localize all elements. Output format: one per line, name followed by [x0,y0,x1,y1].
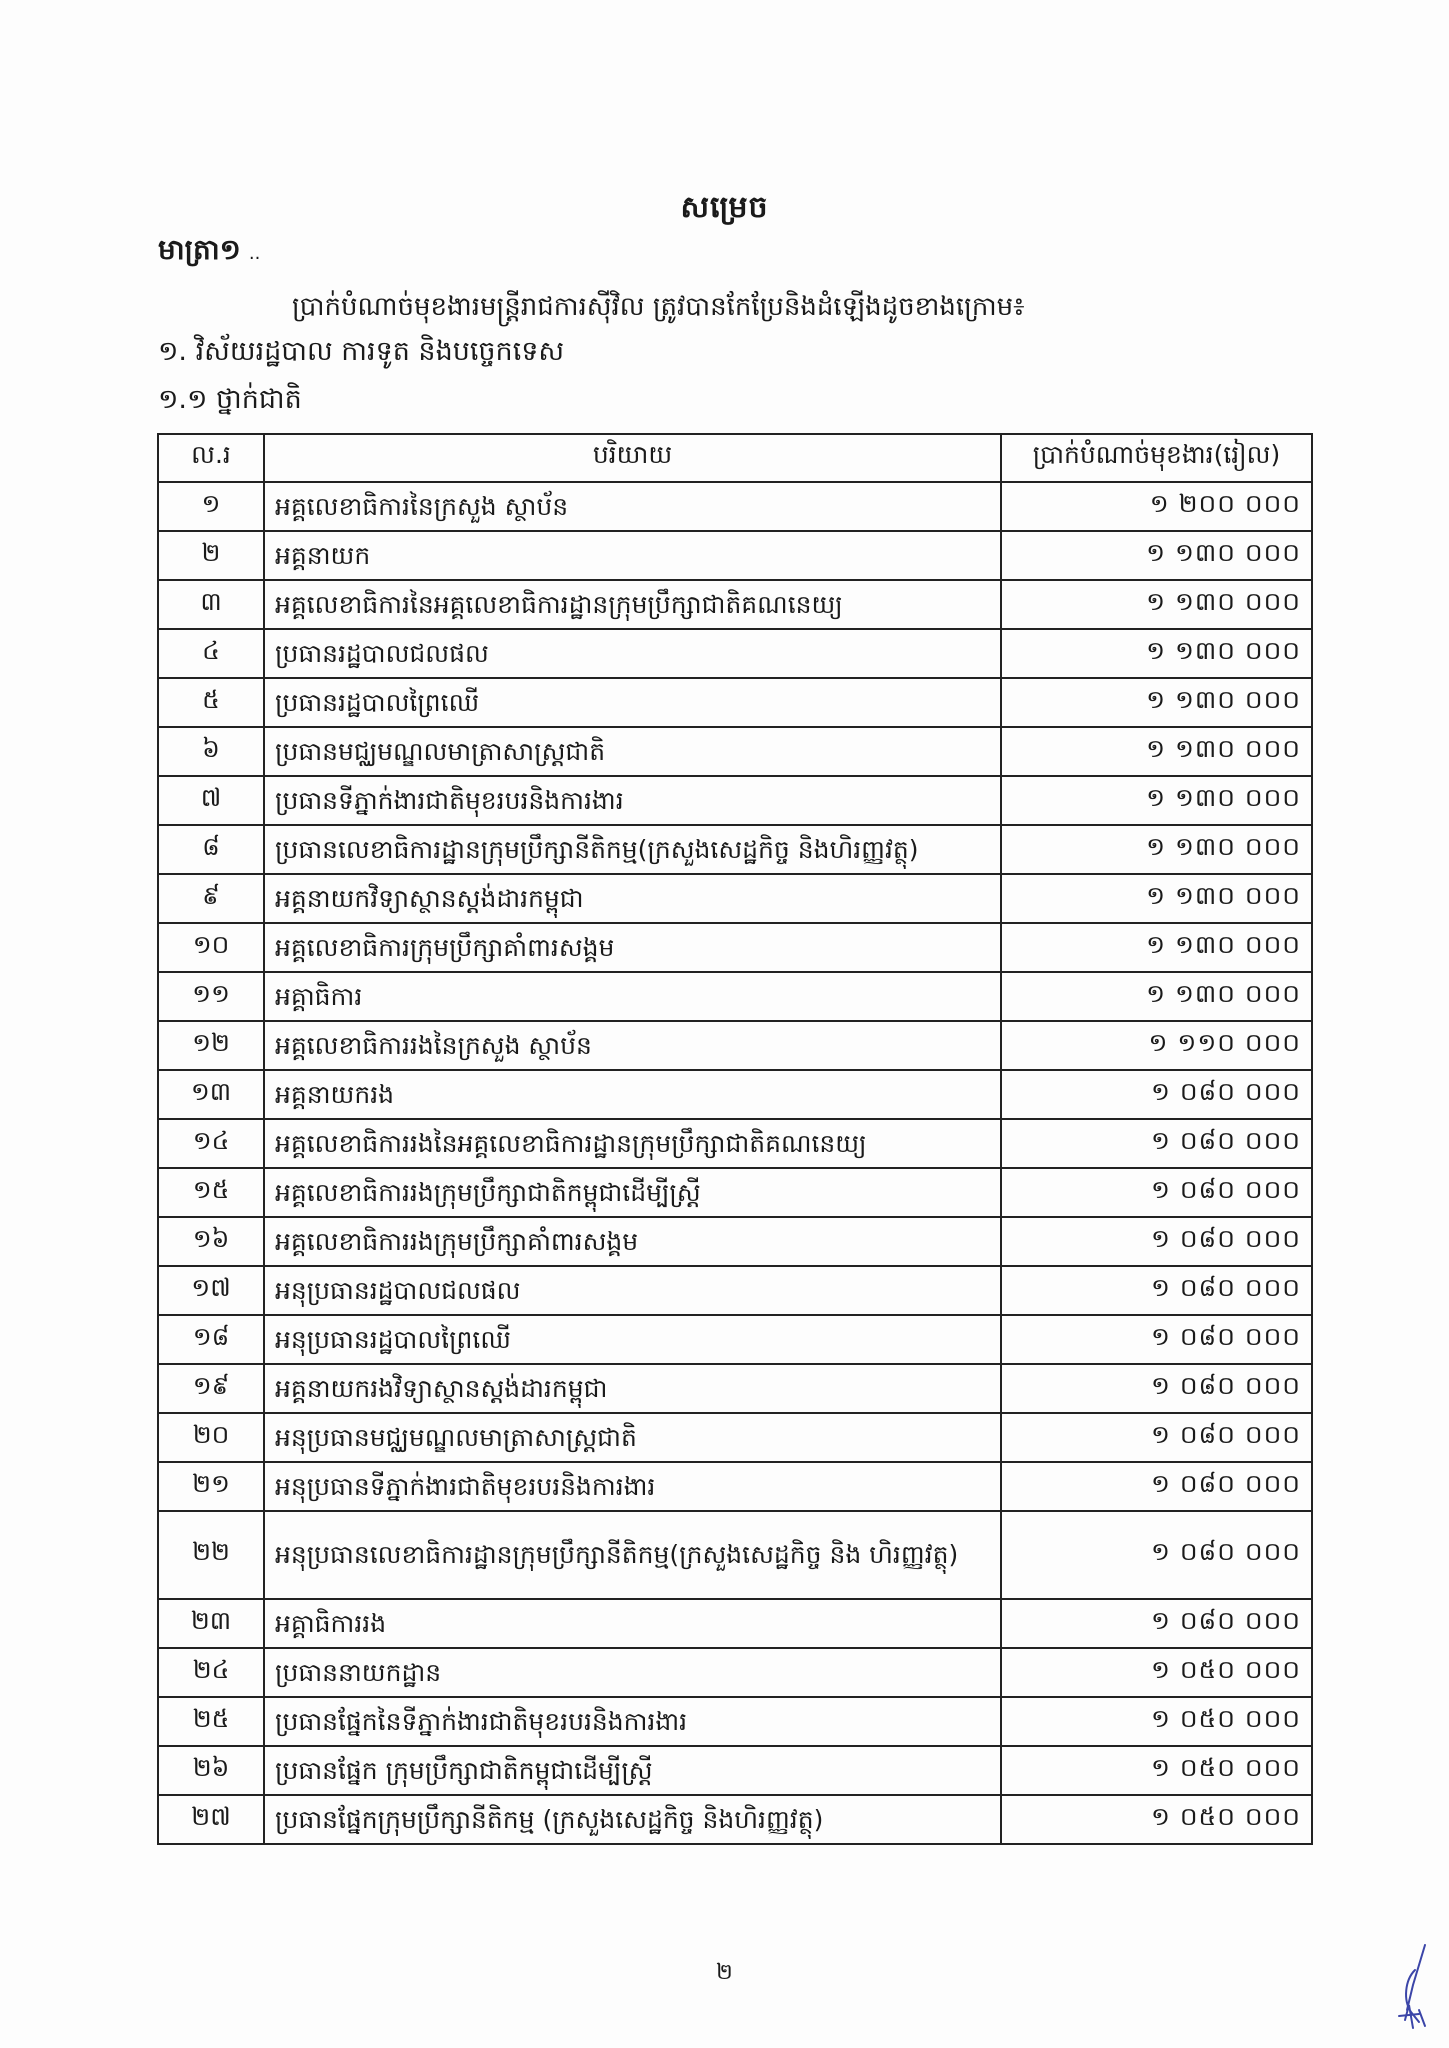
row-description: អគ្គលេខាធិការរងក្រុមប្រឹក្សាជាតិកម្ពុជាដើម្បីស្ត្រី [264,1168,1001,1217]
row-number: ៩ [158,874,264,923]
row-number: ១៨ [158,1315,264,1364]
row-amount: ១ ០៨០ ០០០ [1001,1119,1312,1168]
table-header-row [158,434,1312,482]
row-amount: ១ ០៥០ ០០០ [1001,1648,1312,1697]
table-row [158,531,1312,580]
table-row [158,482,1312,531]
table-row [158,1413,1312,1462]
row-number: ៥ [158,678,264,727]
header-amount: ប្រាក់បំណាច់មុខងារ(រៀល) [1001,434,1312,482]
page-number: ២ [716,1960,733,1985]
table-row [158,580,1312,629]
row-description: ប្រធានមជ្ឈមណ្ឌលមាត្រាសាស្ត្រជាតិ [264,727,1001,776]
row-number: ២១ [158,1462,264,1511]
row-description: ប្រធានផ្នែក ក្រុមប្រឹក្សាជាតិកម្ពុជាដើម្បីស្ត្រី [264,1746,1001,1795]
row-number: ៣ [158,580,264,629]
row-amount: ១ ២០០ ០០០ [1001,482,1312,531]
table-row [158,1364,1312,1413]
table-row [158,1217,1312,1266]
signature-icon [1385,1940,1435,2030]
row-number: ២៣ [158,1599,264,1648]
table-row [158,1462,1312,1511]
row-number: ២៧ [158,1795,264,1844]
table-row [158,678,1312,727]
row-number: ១៥ [158,1168,264,1217]
row-amount: ១ ១៣០ ០០០ [1001,629,1312,678]
row-amount: ១ ០៨០ ០០០ [1001,1462,1312,1511]
row-amount: ១ ០៨០ ០០០ [1001,1315,1312,1364]
row-amount: ១ ០៨០ ០០០ [1001,1168,1312,1217]
row-amount: ១ ១៣០ ០០០ [1001,531,1312,580]
row-amount: ១ ០៨០ ០០០ [1001,1217,1312,1266]
section-title: ១. វិស័យរដ្ឋបាល ការទូត និងបច្ចេកទេស [158,336,565,367]
row-number: ២០ [158,1413,264,1462]
row-description: អនុប្រធានលេខាធិការដ្ឋានក្រុមប្រឹក្សានីតិកម្ម(ក្រសួងសេដ្ឋកិច្ច និង ហិរញ្ញវត្ថុ) [264,1511,1001,1599]
row-number: ៦ [158,727,264,776]
allowance-table [157,433,1313,1845]
row-amount: ១ ០៥០ ០០០ [1001,1746,1312,1795]
row-amount: ១ ១៣០ ០០០ [1001,580,1312,629]
table-row [158,972,1312,1021]
table-row [158,1119,1312,1168]
table-row [158,1511,1312,1599]
article-label [158,232,260,273]
row-number: ២៤ [158,1648,264,1697]
row-description: ប្រធានរដ្ឋបាលជលផល [264,629,1001,678]
row-description: ប្រធានរដ្ឋបាលព្រៃឈើ [264,678,1001,727]
table-row [158,1648,1312,1697]
row-number: ១៦ [158,1217,264,1266]
row-amount: ១ ០៨០ ០០០ [1001,1413,1312,1462]
row-number: ៨ [158,825,264,874]
table-row [158,727,1312,776]
table-row [158,1070,1312,1119]
row-description: អគ្គាធិការ [264,972,1001,1021]
row-amount: ១ ១៣០ ០០០ [1001,776,1312,825]
row-description: អគ្គលេខាធិការរងនៃក្រសួង ស្ថាប័ន [264,1021,1001,1070]
row-number: ១៧ [158,1266,264,1315]
row-description: ប្រធានផ្នែកក្រុមប្រឹក្សានីតិកម្ម (ក្រសួងសេដ្ឋកិច្ច និងហិរញ្ញវត្ថុ) [264,1795,1001,1844]
table-row [158,1266,1312,1315]
table-row [158,1599,1312,1648]
row-number: ២២ [158,1511,264,1599]
row-number: ២៥ [158,1697,264,1746]
row-amount: ១ ០៨០ ០០០ [1001,1364,1312,1413]
header-description: បរិយាយ [264,434,1001,482]
row-number: ១៤ [158,1119,264,1168]
subsection-title: ១.១ ថ្នាក់ជាតិ [158,384,302,415]
row-description: អនុប្រធានរដ្ឋបាលព្រៃឈើ [264,1315,1001,1364]
row-number: ២ [158,531,264,580]
row-description: អគ្គលេខាធិការរងក្រុមប្រឹក្សាគាំពារសង្គម [264,1217,1001,1266]
row-description: អគ្គនាយករងវិទ្យាស្ថានស្តង់ដារកម្ពុជា [264,1364,1001,1413]
row-amount: ១ ១៣០ ០០០ [1001,678,1312,727]
table-row [158,1021,1312,1070]
table-row [158,776,1312,825]
row-number: ១២ [158,1021,264,1070]
row-description: អគ្គាធិការរង [264,1599,1001,1648]
row-number: ១១ [158,972,264,1021]
row-description: អគ្គលេខាធិការនៃក្រសួង ស្ថាប័ន [264,482,1001,531]
row-number: ៤ [158,629,264,678]
table-row [158,923,1312,972]
row-amount: ១ ១១០ ០០០ [1001,1021,1312,1070]
row-amount: ១ ១៣០ ០០០ [1001,825,1312,874]
row-description: អនុប្រធានទីភ្នាក់ងារជាតិមុខរបរនិងការងារ [264,1462,1001,1511]
row-description: ប្រធានផ្នែកនៃទីភ្នាក់ងារជាតិមុខរបរនិងការងារ [264,1697,1001,1746]
row-amount: ១ ០៨០ ០០០ [1001,1511,1312,1599]
row-number: ១៩ [158,1364,264,1413]
table-row [158,1168,1312,1217]
decision-heading: សម្រេច [680,190,769,225]
row-number: ១៣ [158,1070,264,1119]
row-amount: ១ ១៣០ ០០០ [1001,972,1312,1021]
row-amount: ១ ១៣០ ០០០ [1001,727,1312,776]
row-description: អគ្គនាយក [264,531,1001,580]
header-no: ល.រ [158,434,264,482]
table-row [158,1746,1312,1795]
row-description: ប្រធានទីភ្នាក់ងារជាតិមុខរបរនិងការងារ [264,776,1001,825]
article-title: មាត្រា១ [158,233,241,266]
table-row [158,629,1312,678]
table-row [158,1697,1312,1746]
row-description: អគ្គលេខាធិការរងនៃអគ្គលេខាធិការដ្ឋានក្រុមប្រឹក្សាជាតិគណនេយ្យ [264,1119,1001,1168]
row-description: អនុប្រធានរដ្ឋបាលជលផល [264,1266,1001,1315]
row-number: ១០ [158,923,264,972]
table-row [158,874,1312,923]
row-description: អនុប្រធានមជ្ឈមណ្ឌលមាត្រាសាស្ត្រជាតិ [264,1413,1001,1462]
row-number: ១ [158,482,264,531]
row-amount: ១ ០៨០ ០០០ [1001,1266,1312,1315]
table-row [158,1795,1312,1844]
row-amount: ១ ០៨០ ០០០ [1001,1070,1312,1119]
row-amount: ១ ១៣០ ០០០ [1001,923,1312,972]
row-description: អគ្គនាយករង [264,1070,1001,1119]
row-description: អគ្គលេខាធិការនៃអគ្គលេខាធិការដ្ឋានក្រុមប្រឹក្សាជាតិគណនេយ្យ [264,580,1001,629]
row-description: ប្រធានលេខាធិការដ្ឋានក្រុមប្រឹក្សានីតិកម្ម(ក្រសួងសេដ្ឋកិច្ច និងហិរញ្ញវត្ថុ) [264,825,1001,874]
row-amount: ១ ១៣០ ០០០ [1001,874,1312,923]
row-description: អគ្គលេខាធិការក្រុមប្រឹក្សាគាំពារសង្គម [264,923,1001,972]
row-amount: ១ ០៥០ ០០០ [1001,1795,1312,1844]
row-number: ៧ [158,776,264,825]
row-description: ប្រធាននាយកដ្ឋាន [264,1648,1001,1697]
table-row [158,1315,1312,1364]
intro-paragraph: ប្រាក់បំណាច់មុខងារមន្ត្រីរាជការស៊ីវិល ត្រូវបានកែប្រែនិងដំឡើងដូចខាងក្រោម៖ [292,292,1025,322]
row-number: ២៦ [158,1746,264,1795]
row-amount: ១ ០៥០ ០០០ [1001,1697,1312,1746]
table-row [158,825,1312,874]
table-body [158,482,1312,1844]
row-amount: ១ ០៨០ ០០០ [1001,1599,1312,1648]
row-description: អគ្គនាយកវិទ្យាស្ថានស្តង់ដារកម្ពុជា [264,874,1001,923]
article-suffix: .. [248,243,261,264]
